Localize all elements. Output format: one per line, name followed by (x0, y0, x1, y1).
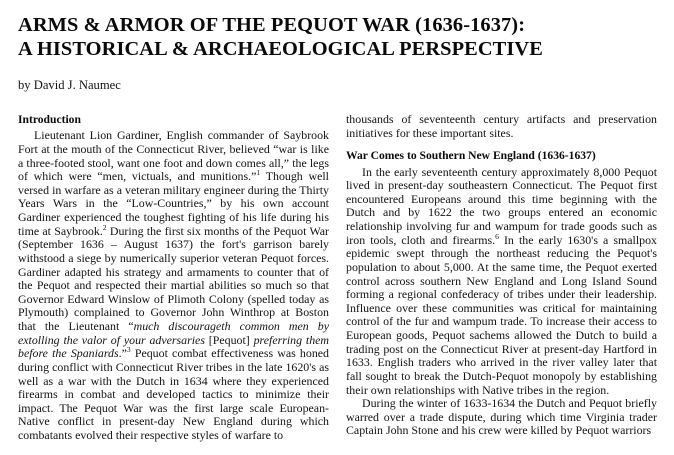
left-column (18, 113, 329, 455)
right-column-paragraph-2: During the winter of 1633-1634 the Dutch and Pequot briefly warred over a trade dispute, during which time Virginia trader Captain John Stone and his crew were killed by Pequot warriors (346, 396, 657, 438)
paragraph-text: During the first six months of the Pequot War (September 1636 – August 1637) the fort's garrison barely withstood a siege by numerically superior veteran Pequot forces. Gardiner adapted his strategy and armaments to counter that of the Pequot and respected their martial abilities so much so that Governor Edward Winslow of Plimoth Colony (spelled today as Plymouth) complained to Governor John Winthrop at Boston that the Lieutenant “ (18, 223, 329, 334)
paragraph-text: Though well versed in warfare as a veteran military engineer during the Thirty Years Wars in the “Low-Countries,” by his own account Gardiner experienced the toughest fighting of his life during his time at Saybrook. (18, 169, 329, 238)
paragraph-text: Lieutenant Lion Gardiner, English commander of Saybrook Fort at the mouth of the Connecticut River, believed “war is like a three-footed stool, want one foot and down comes all,” the legs of which were “men, victuals, and munitions.” (18, 128, 329, 184)
paragraph-text: In the early seventeenth century approximately 8,000 Pequot lived in present-day southeastern Connecticut. The Pequot first encountered Europeans around this time beginning with the Dutch and by 1622 the two groups entered an economic relationship involving fur and wampum for trade goods such as iron tools, cloth and firearms. (346, 164, 657, 247)
section-heading-introduction: Introduction (18, 113, 81, 126)
title-line-1: ARMS & ARMOR OF THE PEQUOT WAR (1636-1637): (18, 14, 526, 36)
two-column-body (18, 113, 657, 455)
paragraph-text: [Pequot] (204, 332, 254, 347)
title-block (0, 0, 674, 92)
quoted-italic-phrase-1: much discourageth common men by extolling the valor of your adversaries (18, 319, 329, 347)
left-column-paragraph-1 (18, 129, 329, 442)
section-heading-war-comes-to-southern-new-england: War Comes to Southern New England (1636-1637) (346, 149, 596, 163)
footnote-marker-6: 6 (495, 231, 499, 241)
paragraph-text: In the early 1630's a smallpox epidemic swept through the northeast reducing the Pequot's population to about 5,000. At the same time, the Pequot exerted control across southern New England and Long Island Sound forming a regional confederacy of tribes under their leadership. Influence over these communities was critical for maintaining control of the fur and wampum trade. To increase their access to European goods, Pequot sachems allowed the Dutch to build a trading post on the Connecticut River at present-day Hartford in 1633. English traders who arrived in the river valley later that fall sought to break the Dutch-Pequot monopoly by establishing their own relationships with Native tribes in the region. (346, 232, 657, 397)
paragraph-text: Pequot combat effectiveness was honed during conflict with Connecticut River tribes in the late 1620's as well as a war with the Dutch in 1634 where they experienced firearms in combat and developed tactics to minimize their impact. The Pequot War was the first large scale European-Native conflict in present-day New England during which combatants evolved their respective styles of warfare to (18, 346, 329, 443)
author-byline: by David J. Naumec (18, 78, 121, 92)
footnote-marker-1: 1 (256, 168, 261, 178)
footnote-marker-2: 2 (102, 222, 107, 232)
right-column-paragraph-1 (346, 166, 657, 398)
right-column (346, 113, 657, 455)
paragraph-text: .” (118, 346, 127, 361)
title-line-2: A HISTORICAL & ARCHAEOLOGICAL PERSPECTIVE (18, 37, 543, 60)
page-title (18, 14, 658, 61)
right-column-continuation-paragraph: thousands of seventeenth century artifacts and preservation initiatives for these important sites. (346, 113, 657, 140)
footnote-marker-3: 3 (126, 345, 131, 355)
quoted-italic-phrase-2: preferring them before the Spaniards (18, 332, 329, 361)
